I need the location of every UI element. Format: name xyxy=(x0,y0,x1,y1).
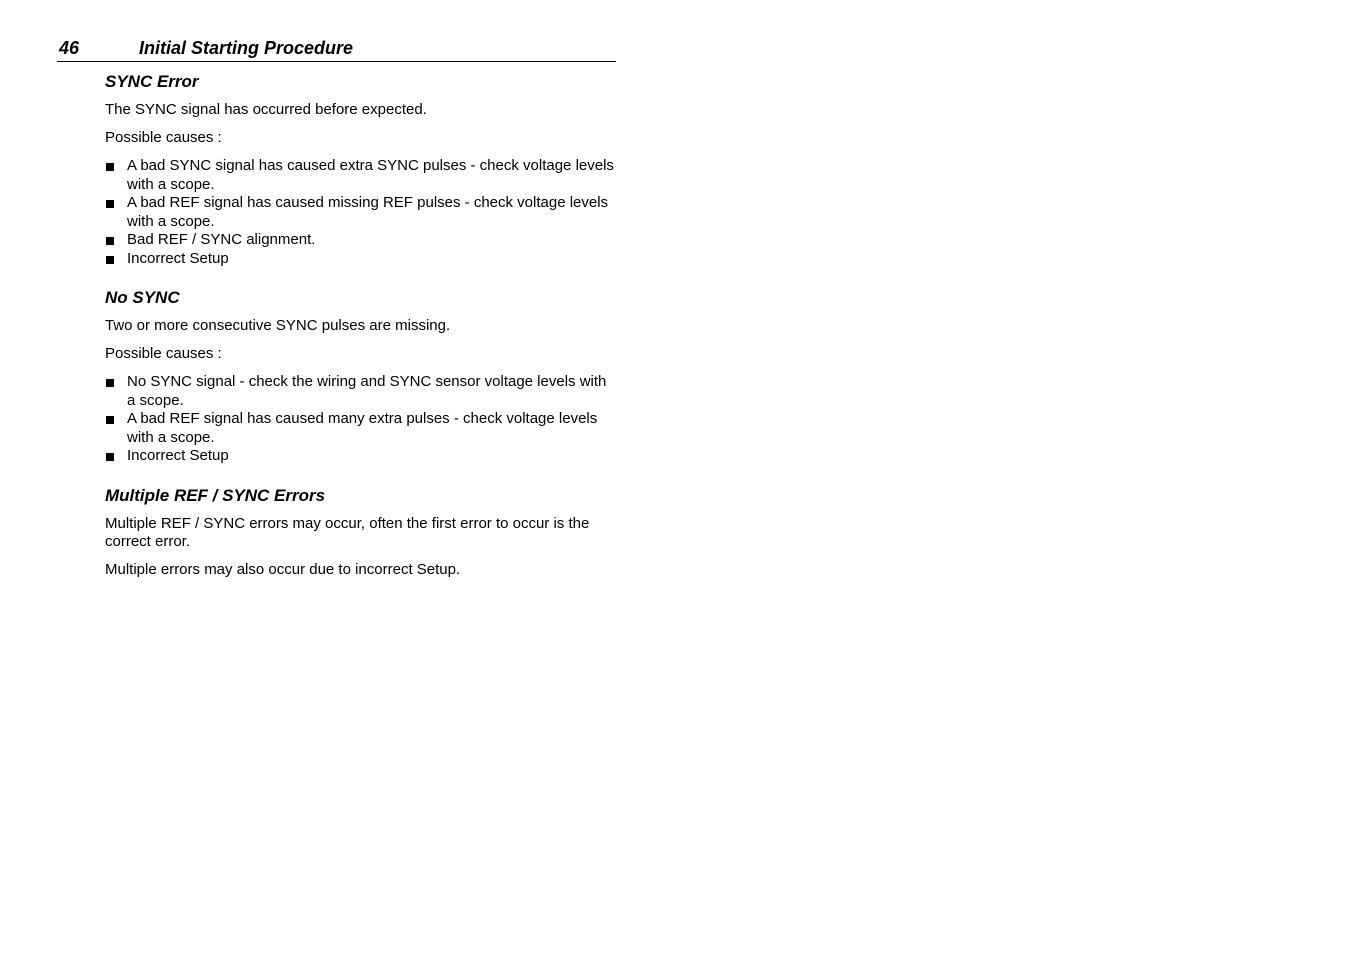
list-item xyxy=(105,447,615,466)
section-paragraph: Multiple errors may also occur due to incorrect Setup. xyxy=(105,561,461,578)
running-header xyxy=(57,36,616,62)
chapter-title: Initial Starting Procedure xyxy=(139,38,354,58)
square-bullet-icon xyxy=(106,379,114,387)
list-item-text: No SYNC signal - check the wiring and SYNC sensor voltage levels with a scope. xyxy=(127,373,607,409)
page-number: 46 xyxy=(59,38,80,58)
section-multiple-errors xyxy=(105,485,615,580)
causes-label: Possible causes : xyxy=(105,345,222,362)
causes-list xyxy=(105,373,615,466)
square-bullet-icon xyxy=(106,453,114,461)
section-intro: Two or more consecutive SYNC pulses are missing. xyxy=(105,317,451,334)
list-item-text: Incorrect Setup xyxy=(127,249,229,267)
square-bullet-icon xyxy=(106,200,114,208)
list-item-text: A bad REF signal has caused missing REF pulses - check voltage levels with a scope. xyxy=(127,194,609,230)
causes-list xyxy=(105,157,615,268)
square-bullet-icon xyxy=(106,256,114,264)
causes-label: Possible causes : xyxy=(105,129,222,146)
section-no-sync xyxy=(105,287,615,466)
section-heading: No SYNC xyxy=(105,288,180,307)
list-item-text: A bad REF signal has caused many extra pulses - check voltage levels with a scope. xyxy=(127,410,598,446)
list-item xyxy=(105,250,615,269)
square-bullet-icon xyxy=(106,416,114,424)
square-bullet-icon xyxy=(106,163,114,171)
square-bullet-icon xyxy=(106,237,114,245)
list-item-text: Incorrect Setup xyxy=(127,447,229,464)
list-item xyxy=(105,373,615,410)
list-item xyxy=(105,410,615,447)
list-item-text: Bad REF / SYNC alignment. xyxy=(127,231,316,248)
list-item xyxy=(105,231,615,250)
list-item xyxy=(105,194,615,231)
section-heading: SYNC Error xyxy=(105,72,199,91)
section-intro: The SYNC signal has occurred before expected. xyxy=(105,101,427,118)
list-item-text: A bad SYNC signal has caused extra SYNC pulses - check voltage levels with a scope. xyxy=(127,157,614,193)
page-content xyxy=(105,71,615,580)
section-paragraph: Multiple REF / SYNC errors may occur, often the first error to occur is the correct error. xyxy=(105,514,590,550)
section-heading: Multiple REF / SYNC Errors xyxy=(105,485,326,505)
section-sync-error xyxy=(105,71,615,268)
list-item xyxy=(105,157,615,194)
